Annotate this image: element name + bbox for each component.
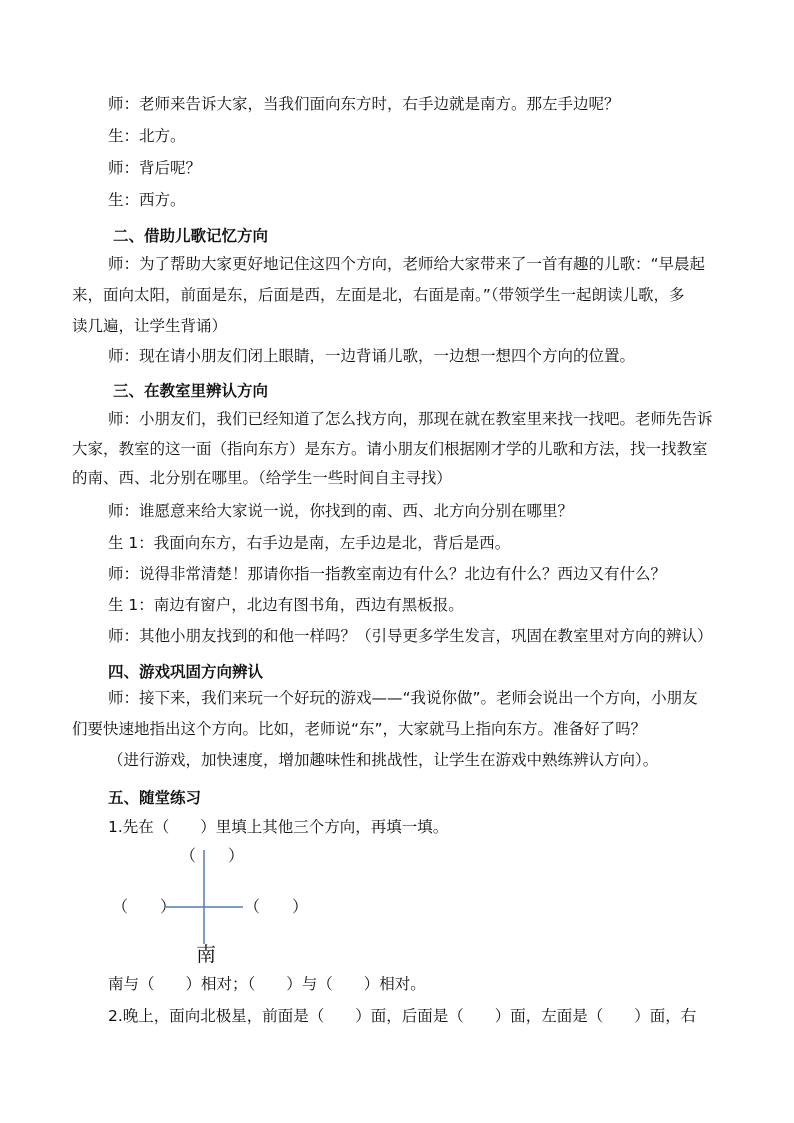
paragraph-line: 生：西方。 bbox=[108, 191, 186, 209]
paragraph-line: 师：现在请小朋友们闭上眼睛，一边背诵儿歌，一边想一想四个方向的位置。 bbox=[108, 347, 636, 365]
section-heading: 二、借助儿歌记忆方向 bbox=[113, 227, 269, 245]
paragraph-line: 师：其他小朋友找到的和他一样吗？（引导更多学生发言，巩固在教室里对方向的辨认） bbox=[108, 627, 713, 645]
paragraph-line: 们要快速地指出这个方向。比如，老师说“东”，大家就马上指向东方。准备好了吗？ bbox=[72, 720, 647, 738]
paragraph-line: 师：接下来，我们来玩一个好玩的游戏——“我说你做”。老师会说出一个方向，小朋友 bbox=[108, 689, 698, 707]
paragraph-line: （进行游戏，加快速度，增加趣味性和挑战性，让学生在游戏中熟练辨认方向）。 bbox=[108, 751, 659, 769]
paragraph-line: 师：老师来告诉大家，当我们面向东方时，右手边就是南方。那左手边呢？ bbox=[108, 95, 620, 113]
section-heading: 五、随堂练习 bbox=[108, 789, 202, 807]
paragraph-line: 的南、西、北分别在哪里。（给学生一些时间自主寻找） bbox=[72, 469, 452, 487]
section-heading: 三、在教室里辨认方向 bbox=[113, 382, 269, 400]
paragraph-line: 生：北方。 bbox=[108, 127, 186, 145]
section-heading: 四、游戏巩固方向辨认 bbox=[108, 663, 264, 681]
paragraph-line: 生 1：南边有窗户，北边有图书角，西边有黑板报。 bbox=[108, 596, 464, 614]
exercise-question: 1.先在（ ）里填上其他三个方向，再填一填。 bbox=[108, 818, 449, 836]
exercise-question: 2.晚上，面向北极星，前面是（ ）面，后面是（ ）面，左面是（ ）面，右 bbox=[108, 1007, 697, 1025]
paragraph-line: 来，面向太阳，前面是东，后面是西，左面是北，右面是南。”（带领学生一起朗读儿歌，多 bbox=[72, 286, 685, 304]
exercise-fill-line: 南与（ ）相对；（ ）与（ ）相对。 bbox=[108, 975, 426, 993]
paragraph-line: 师：背后呢？ bbox=[108, 159, 202, 177]
direction-cross-diagram bbox=[108, 846, 308, 966]
paragraph-line: 师：说得非常清楚！那请你指一指教室南边有什么？北边有什么？西边又有什么？ bbox=[108, 565, 667, 583]
paragraph-line: 师：小朋友们，我们已经知道了怎么找方向，那现在就在教室里来找一找吧。老师先告诉 bbox=[108, 410, 713, 428]
left-direction-blank: （ ） bbox=[112, 897, 177, 916]
paragraph-line: 师：为了帮助大家更好地记住这四个方向，老师给大家带来了一首有趣的儿歌：“早晨起 bbox=[108, 255, 706, 273]
paragraph-line: 生 1：我面向东方，右手边是南，左手边是北，背后是西。 bbox=[108, 534, 511, 552]
paragraph-line: 大家，教室的这一面（指向东方）是东方。请小朋友们根据刚才学的儿歌和方法，找一找教室 bbox=[72, 440, 708, 458]
paragraph-line: 读几遍，让学生背诵） bbox=[72, 317, 228, 335]
south-label: 南 bbox=[196, 942, 216, 966]
top-direction-blank: （ ） bbox=[180, 846, 245, 865]
paragraph-line: 师：谁愿意来给大家说一说，你找到的南、西、北方向分别在哪里？ bbox=[108, 502, 574, 520]
right-direction-blank: （ ） bbox=[244, 897, 309, 916]
